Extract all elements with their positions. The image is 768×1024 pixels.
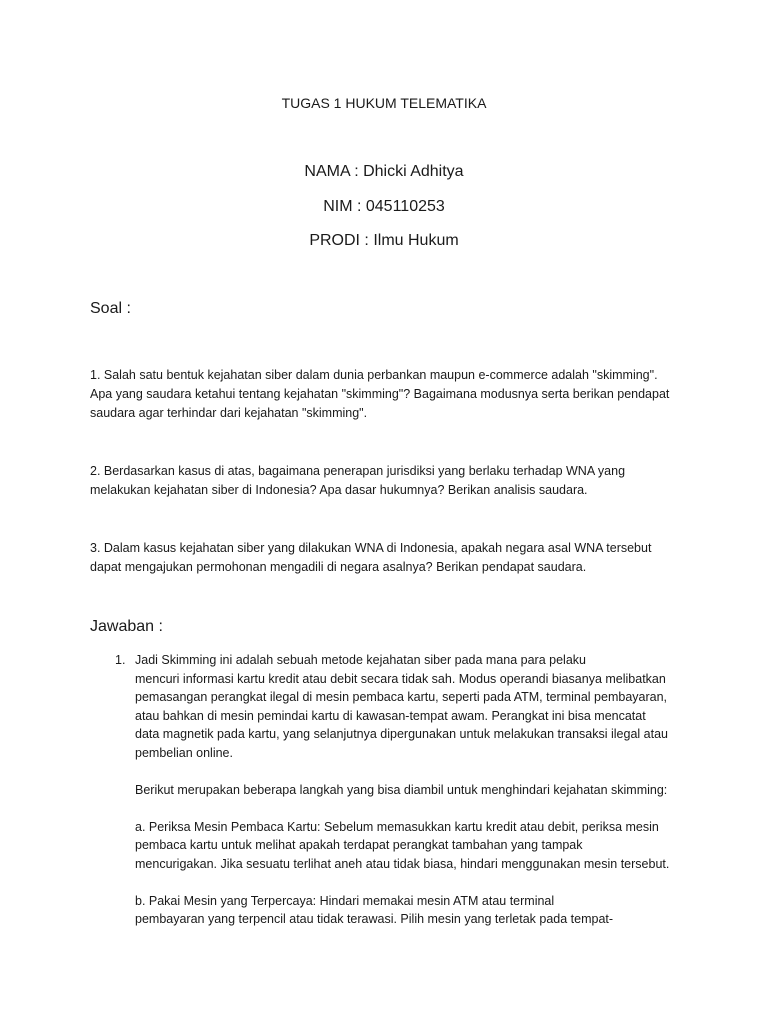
answer-line: pembayaran yang terpencil atau tidak terawasi. Pilih mesin yang terletak pada tempat- (135, 912, 614, 926)
answer-line: mencuri informasi kartu kredit atau debit secara tidak sah. Modus operandi biasanya melibatkan (135, 671, 666, 686)
document-title: TUGAS 1 HUKUM TELEMATIKA (281, 95, 487, 111)
paragraph-gap (135, 799, 715, 818)
question-line: 1. Salah satu bentuk kejahatan siber dalam dunia perbankan maupun e-commerce adalah "skimming". (90, 368, 658, 382)
question-line: dapat mengajukan permohonan mengadili di negara asalnya? Berikan pendapat saudara. (90, 560, 587, 574)
answer-line: data magnetik pada kartu, yang selanjutnya dipergunakan untuk melakukan transaksi ilegal atau (135, 727, 668, 741)
answer-line: mencurigakan. Jika sesuatu terlihat aneh atau tidak biasa, hindari menggunakan mesin tersebut. (135, 856, 670, 871)
answer-line: Jadi Skimming ini adalah sebuah metode kejahatan siber pada mana para pelaku (135, 653, 586, 667)
soal-heading: Soal : (90, 300, 131, 317)
answer-line: pembelian online. (135, 745, 233, 760)
answer-body (135, 651, 715, 929)
answer-line: a. Periksa Mesin Pembaca Kartu: Sebelum memasukkan kartu kredit atau debit, periksa mesin (135, 819, 659, 834)
answer-line: pembaca kartu untuk melihat apakah terdapat perangkat tambahan yang tampak (135, 838, 583, 852)
question-line: 2. Berdasarkan kasus di atas, bagaimana penerapan jurisdiksi yang berlaku terhadap WNA yang (90, 464, 626, 478)
question-3 (90, 539, 690, 577)
paragraph-gap (135, 762, 715, 781)
question-line: melakukan kejahatan siber di Indonesia? Apa dasar hukumnya? Berikan analisis saudara. (90, 483, 588, 497)
question-line: 3. Dalam kasus kejahatan siber yang dilakukan WNA di Indonesia, apakah negara asal WNA tersebut (90, 541, 652, 555)
jawaban-heading: Jawaban : (90, 618, 163, 635)
question-line: Apa yang saudara ketahui tentang kejahatan "skimming"? Bagaimana modusnya serta berikan pendapat (90, 387, 670, 401)
student-nim: NIM : 045110253 (323, 198, 445, 215)
student-name: NAMA : Dhicki Adhitya (304, 163, 464, 180)
question-1 (90, 366, 690, 423)
answer-line: Berikut merupakan beberapa langkah yang bisa diambil untuk menghindari kejahatan skimming: (135, 782, 668, 797)
question-2 (90, 462, 690, 500)
answer-line: b. Pakai Mesin yang Terpercaya: Hindari memakai mesin ATM atau terminal (135, 893, 555, 908)
paragraph-gap (135, 873, 715, 892)
study-program: PRODI : Ilmu Hukum (309, 232, 459, 249)
answer-number: 1. (115, 653, 126, 667)
question-line: saudara agar terhindar dari kejahatan "skimming". (90, 406, 368, 420)
answer-line: atau bahkan di mesin pemindai kartu di kawasan-tempat awam. Perangkat ini bisa mencatat (135, 708, 646, 723)
answer-line: pemasangan perangkat ilegal di mesin pembaca kartu, seperti pada ATM, terminal pembayaran, (135, 690, 668, 704)
